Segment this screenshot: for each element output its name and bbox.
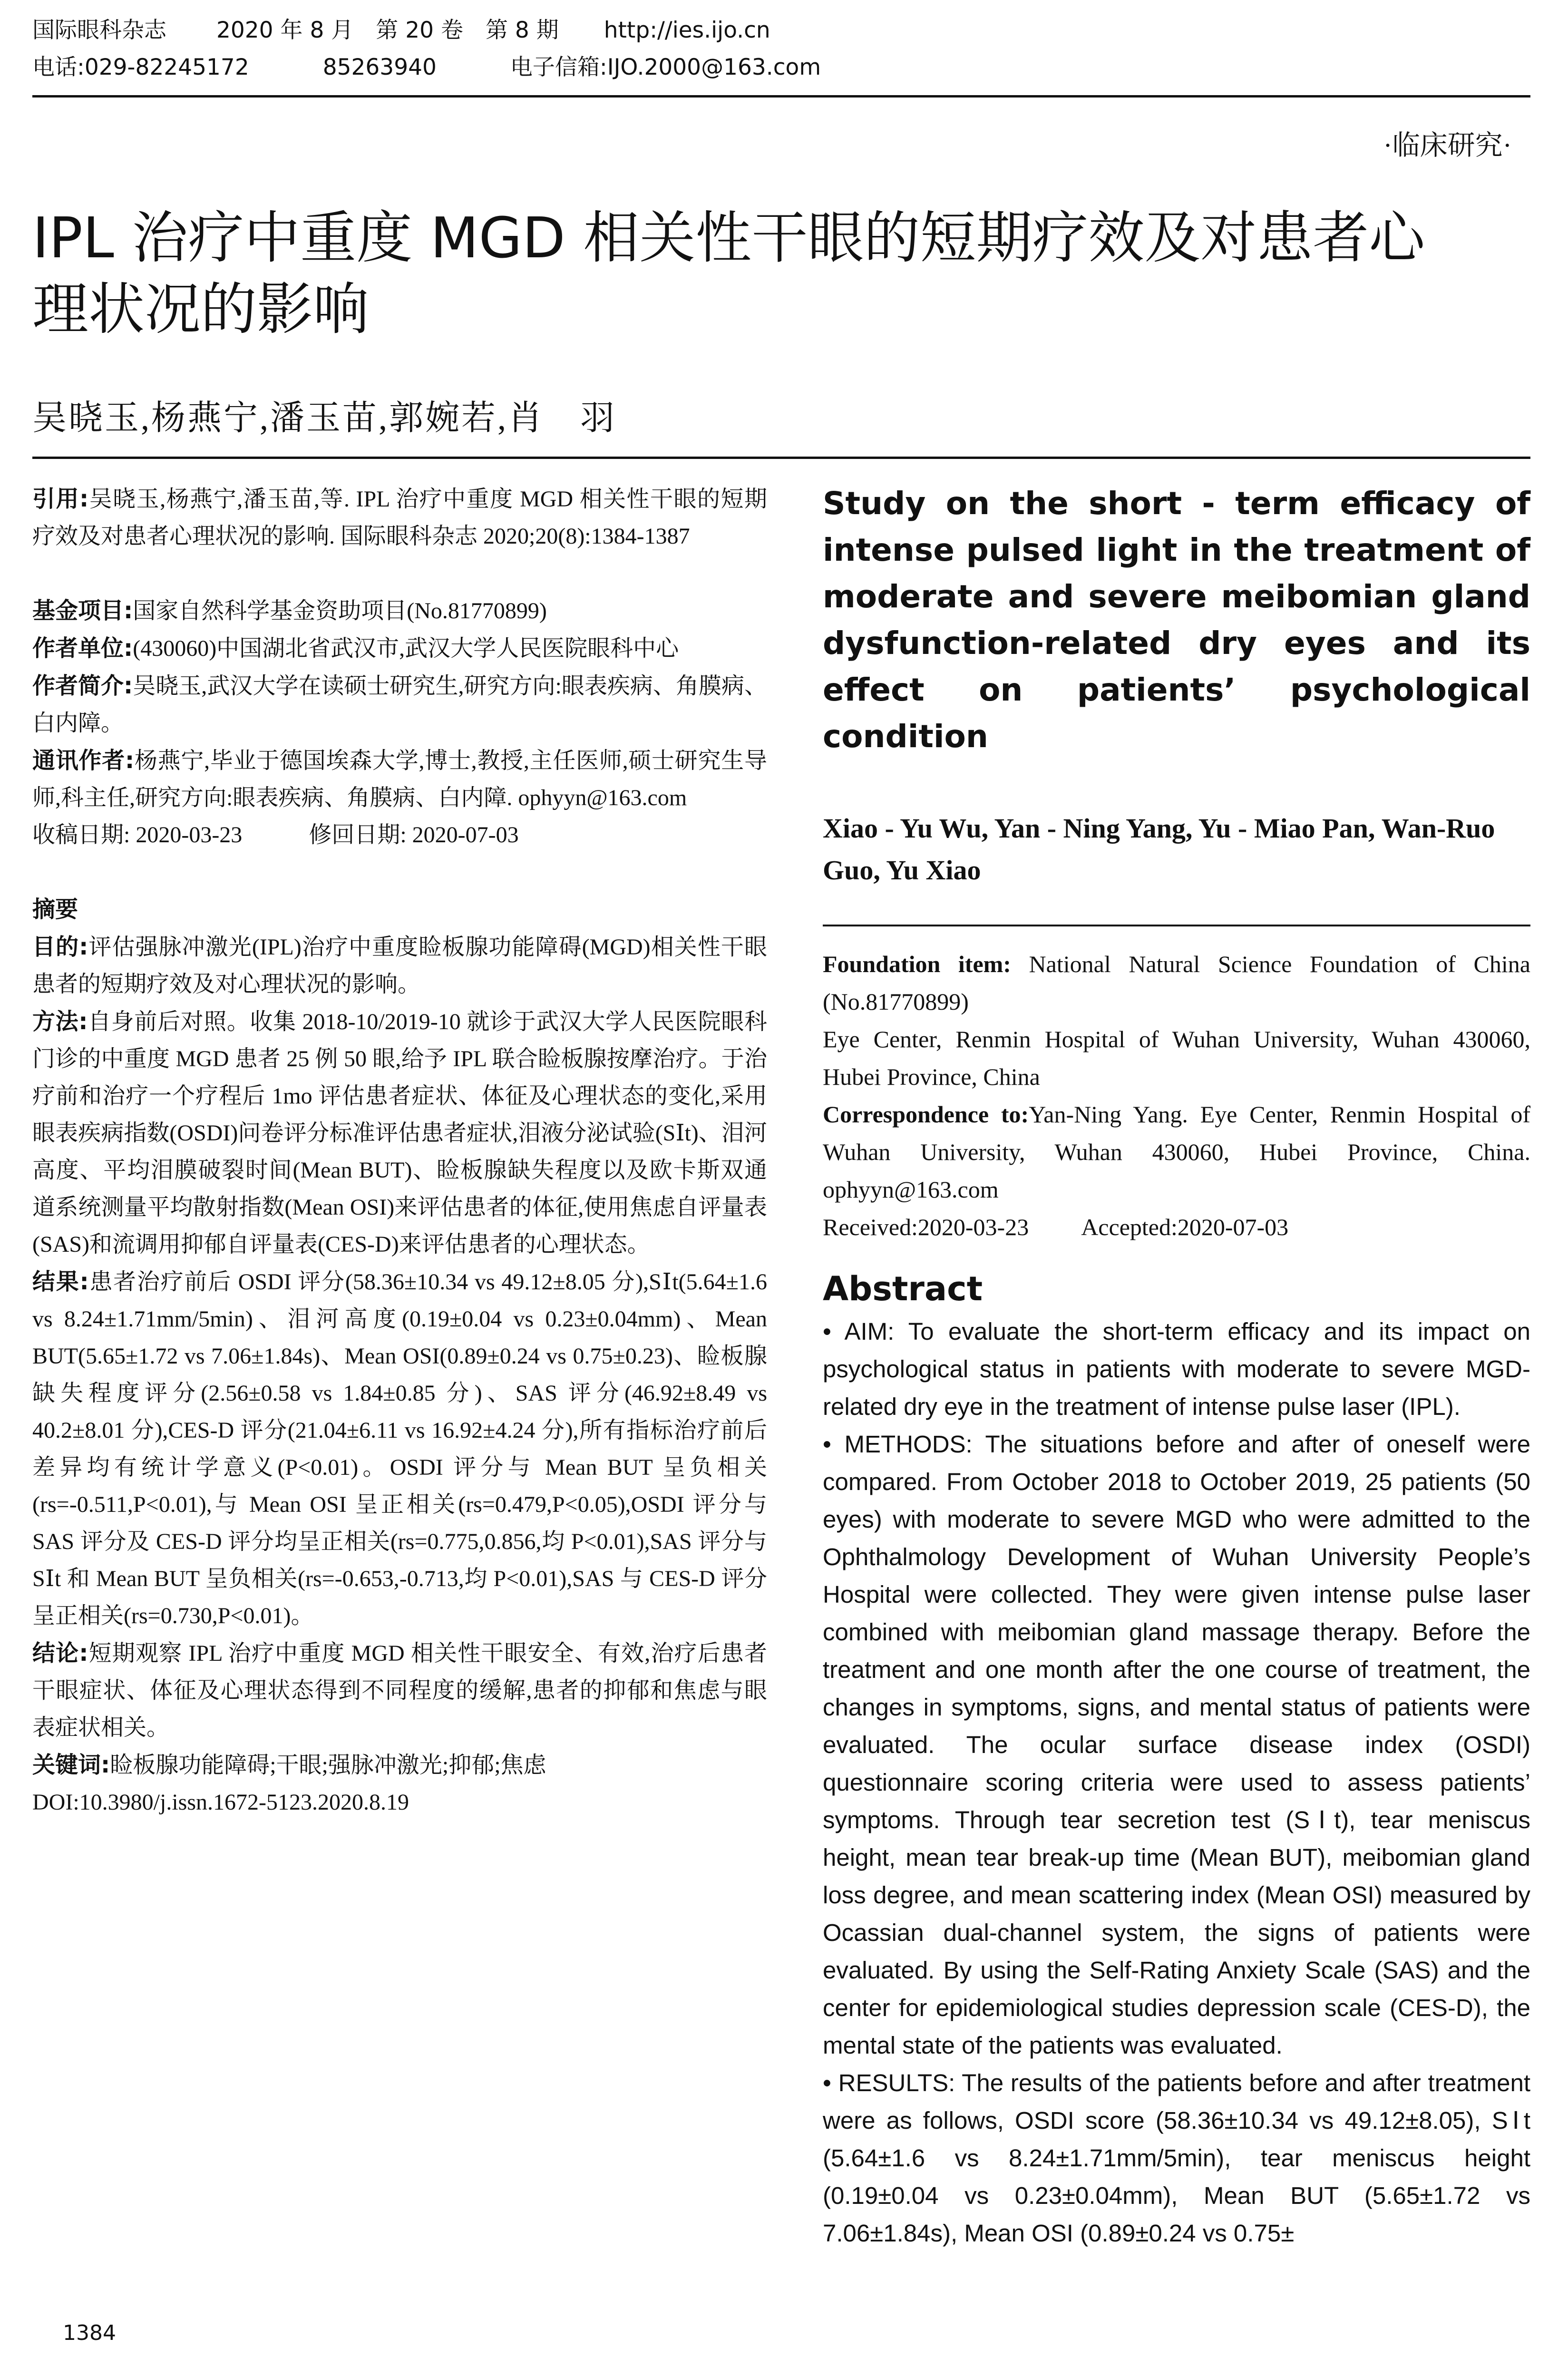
bio-text: 吴晓玉,武汉大学在读硕士研究生,研究方向:眼表疾病、角膜病、白内障。 xyxy=(32,673,767,736)
methods-label-zh: 方法: xyxy=(32,1008,88,1035)
dates-en xyxy=(823,1208,1530,1246)
corr-block xyxy=(32,742,767,817)
english-meta-rule xyxy=(823,925,1530,926)
journal-url[interactable]: http://ies.ijo.cn xyxy=(604,17,770,43)
methods-text-zh: 自身前后对照。收集 2018-10/2019-10 就诊于武汉大学人民医院眼科门诊的中重度 MGD 患者 25 例 50 眼,给予 IPL 联合睑板腺按摩治疗。于治疗前和治疗一个疗程后 1mo 评估患者症状、体征及心理状态的变化,采用眼表疾病指数(OSDI)问卷评分标准评估患者症状,泪液分泌试验(SⅠt)、泪河高度、平均泪膜破裂时间(Mean BUT)、睑板腺缺失程度以及欧卡斯双通道系统测量平均散射指数(Mean OSI)来评估患者的体征,使用焦虑自评量表(SAS)和流调用抑郁自评量表(CES-D)来评估患者的心理状态。 xyxy=(32,1009,767,1257)
right-column xyxy=(823,480,1530,2252)
authors-zh: 吴晓玉,杨燕宁,潘玉苗,郭婉若,肖 羽 xyxy=(32,399,617,437)
results-text-zh: 患者治疗前后 OSDI 评分(58.36±10.34 vs 49.12±8.05 分),SⅠt(5.64±1.6 vs 8.24±1.71mm/5min)、泪河高度(0.19±0.04 vs 0.23±0.04mm)、Mean BUT(5.65±1.72 vs 7.06±1.84s)、Mean OSI(0.89±0.24 vs 0.75±0.23)、睑板腺缺失程度评分(2.56±0.58 vs 1.84±0.85 分)、SAS 评分(46.92±8.49 vs 40.2±8.01 分),CES-D 评分(21.04±6.11 vs 16.92±4.24 分),所有指标治疗前后差异均有统计学意义(P<0.01)。OSDI 评分与 Mean BUT 呈负相关(rs=-0.511,P<0.01),与 Mean OSI 呈正相关(rs=0.479,P<0.05),OSDI 评分与 SAS 评分及 CES-D 评分均呈正相关(rs=0.775,0.856,均 P<0.01),SAS 评分与 SⅠt 和 Mean BUT 呈负相关(rs=-0.653,-0.713,均 P<0.01),SAS 与 CES-D 评分呈正相关(rs=0.730,P<0.01)。 xyxy=(32,1269,767,1628)
affiliation: Eye Center, Renmin Hospital of Wuhan University, Wuhan 430060, Hubei Province, China xyxy=(823,1026,1530,1090)
english-title: Study on the short - term efficacy of intense pulsed light in the treatment of moderate and severe meibomian gland dysfunction-related dry eyes and its effect on patients’ psychological condition xyxy=(823,485,1530,755)
objective-label: 目的: xyxy=(32,934,88,960)
aim-block xyxy=(823,1313,1530,1425)
corr-label-en: Correspondence to: xyxy=(823,1101,1029,1128)
english-meta xyxy=(823,945,1530,1246)
keywords-text: 睑板腺功能障碍;干眼;强脉冲激光;抑郁;焦虑 xyxy=(110,1753,546,1778)
fund-block xyxy=(32,592,767,630)
header-rule xyxy=(32,95,1530,97)
unit-label: 作者单位: xyxy=(32,635,133,662)
corr-text-en: Yan-Ning Yang. Eye Center, Renmin Hospital of Wuhan University, Wuhan 430060, Hubei Province, China. ophyyn@163.com xyxy=(823,1101,1530,1203)
fund-text: 国家自然科学基金资助项目(No.81770899) xyxy=(133,598,547,623)
conclusion-text: 短期观察 IPL 治疗中重度 MGD 相关性干眼安全、有效,治疗后患者干眼症状、体征及心理状态得到不同程度的缓解,患者的抑郁和焦虑与眼表症状相关。 xyxy=(32,1641,767,1740)
results-label-en: • RESULTS: xyxy=(823,2069,955,2096)
abstract-heading-en: Abstract xyxy=(823,1269,983,1308)
aim-label: • AIM: xyxy=(823,1318,895,1345)
phone-alt: 85263940 xyxy=(322,54,437,80)
accepted-en: Accepted:2020-07-03 xyxy=(1081,1214,1289,1240)
received-en: Received:2020-03-23 xyxy=(823,1214,1029,1240)
phone: 电话:029-82245172 xyxy=(32,54,249,80)
bio-label: 作者简介: xyxy=(32,672,133,699)
dates-block xyxy=(32,817,767,854)
article-title-line1: IPL 治疗中重度 MGD 相关性干眼的短期疗效及对患者心 xyxy=(32,205,1425,271)
revised-date: 修回日期: 2020-07-03 xyxy=(309,822,519,848)
english-authors: Xiao - Yu Wu, Yan - Ning Yang, Yu - Miao Pan, Wan-Ruo Guo, Yu Xiao xyxy=(823,813,1495,886)
conclusion-block xyxy=(32,1635,767,1746)
foundation-block xyxy=(823,945,1530,1021)
foundation-text: National Natural Science Foundation of China (No.81770899) xyxy=(823,951,1530,1015)
results-label-zh: 结果: xyxy=(32,1268,89,1295)
corr-block-en xyxy=(823,1096,1530,1208)
journal-header-line1 xyxy=(32,16,770,45)
page-number: 1384 xyxy=(63,2321,116,2345)
methods-block-zh xyxy=(32,1003,767,1263)
article-title-line2: 理状况的影响 xyxy=(32,276,370,342)
journal-header-line2 xyxy=(32,53,821,82)
results-block-zh xyxy=(32,1263,767,1635)
bio-block xyxy=(32,667,767,742)
issue-info: 2020 年 8 月 第 20 卷 第 8 期 xyxy=(216,17,559,43)
keywords-label: 关键词: xyxy=(32,1752,110,1778)
results-block-en xyxy=(823,2064,1530,2252)
methods-block-en xyxy=(823,1425,1530,2064)
english-abstract xyxy=(823,1313,1530,2252)
methods-label-en: • METHODS: xyxy=(823,1431,973,1458)
title-rule xyxy=(32,457,1530,459)
doi[interactable]: DOI:10.3980/j.issn.1672-5123.2020.8.19 xyxy=(32,1790,409,1815)
unit-text: (430060)中国湖北省武汉市,武汉大学人民医院眼科中心 xyxy=(133,636,679,661)
keywords-block xyxy=(32,1746,767,1784)
citation-label: 引用: xyxy=(32,486,89,512)
methods-text-en: The situations before and after of oneself were compared. From October 2018 to October 2019, 25 patients (50 eyes) with moderate to severe MGD who were admitted to the Ophthalmology Development of Wuhan University People’s Hospital were collected. They were given intense pulse laser combined with meibomian gland massage therapy. Before the treatment and one month after the one course of treatment, the changes in symptoms, signs, and mental status of patients were evaluated. The ocular surface disease index (OSDI) questionnaire scoring criteria were used to assess patients’ symptoms. Through tear secretion test (SⅠt), tear meniscus height, mean tear break-up time (Mean BUT), meibomian gland loss degree, and mean scattering index (Mean OSI) measured by Ocassian dual-channel system, the signs of patients were evaluated. By using the Self-Rating Anxiety Scale (SAS) and the center for epidemiological studies depression scale (CES-D), the mental state of the patients was evaluated. xyxy=(823,1431,1530,2059)
foundation-label: Foundation item: xyxy=(823,951,1011,977)
received-date: 收稿日期: 2020-03-23 xyxy=(32,822,243,848)
corr-label: 通讯作者: xyxy=(32,747,135,774)
unit-block xyxy=(32,630,767,667)
objective-block xyxy=(32,928,767,1003)
objective-text: 评估强脉冲激光(IPL)治疗中重度睑板腺功能障碍(MGD)相关性干眼患者的短期疗效及对心理状况的影响。 xyxy=(32,935,767,997)
abstract-heading-zh: 摘要 xyxy=(32,896,78,923)
citation-text: 吴晓玉,杨燕宁,潘玉苗,等. IPL 治疗中重度 MGD 相关性干眼的短期疗效及对患者心理状况的影响. 国际眼科杂志 2020;20(8):1384-1387 xyxy=(32,487,767,549)
corr-text: 杨燕宁,毕业于德国埃森大学,博士,教授,主任医师,硕士研究生导师,科主任,研究方向:眼表疾病、角膜病、白内障. ophyyn@163.com xyxy=(32,748,767,810)
left-column xyxy=(32,480,767,1821)
email[interactable]: 电子信箱:IJO.2000@163.com xyxy=(510,54,821,80)
section-label: ·临床研究· xyxy=(1383,130,1512,161)
citation-block xyxy=(32,480,767,555)
fund-label: 基金项目: xyxy=(32,597,133,624)
conclusion-label: 结论: xyxy=(32,1640,88,1666)
results-text-en: The results of the patients before and after treatment were as follows, OSDI score (58.36±10.34 vs 49.12±8.05), SⅠt (5.64±1.6 vs 8.24±1.71mm/5min), tear meniscus height (0.19±0.04 vs 0.23±0.04mm), Mean BUT (5.65±1.72 vs 7.06±1.84s), Mean OSI (0.89±0.24 vs 0.75± xyxy=(823,2069,1530,2247)
aim-text: To evaluate the short-term efficacy and its impact on psychological status in patients with moderate to severe MGD-related dry eye in the treatment of intense pulse laser (IPL). xyxy=(823,1318,1530,1420)
journal-name: 国际眼科杂志 xyxy=(32,17,166,43)
